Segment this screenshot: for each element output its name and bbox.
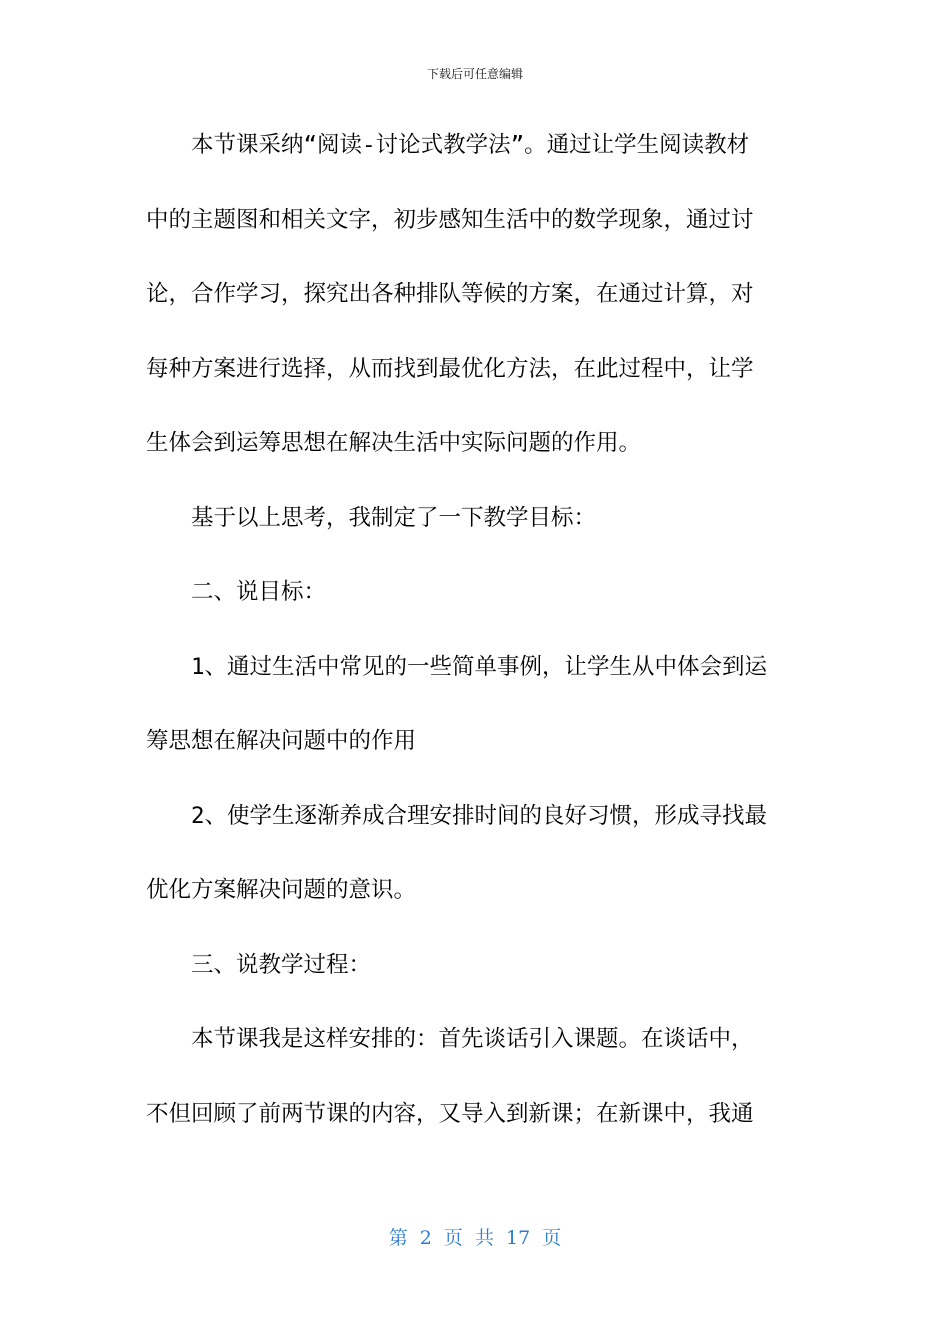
paragraph-line: 每种方案进行选择，从而找到最优化方法，在此过程中，让学: [146, 355, 754, 382]
page-number: 第 2 页 共 17 页: [388, 1227, 562, 1249]
paragraph-line: 筹思想在解决问题中的作用: [146, 728, 417, 754]
document-body: [146, 116, 806, 1159]
paragraph-line: 中的主题图和相关文字，初步感知生活中的数学现象，通过讨: [146, 206, 754, 233]
section-heading: 二、说目标：: [191, 579, 327, 605]
paragraph-line: 1、通过生活中常见的一些简单事例，让学生从中体会到运: [191, 653, 768, 680]
paragraph-line: 基于以上思考，我制定了一下教学目标：: [191, 504, 597, 531]
paragraph-line: 优化方案解决问题的意识。: [146, 877, 417, 903]
paragraph-line: 本节课我是这样安排的：首先谈话引入课题。在谈话中，: [191, 1026, 754, 1052]
paragraph-line: 本节课采纳“阅读-讨论式教学法”。通过让学生阅读教材: [191, 132, 750, 158]
paragraph-line: 2、使学生逐渐养成合理安排时间的良好习惯，形成寻找最: [191, 802, 768, 829]
paragraph-line: 不但回顾了前两节课的内容，又导入到新课；在新课中，我通: [146, 1100, 754, 1127]
paragraph-line: 生体会到运筹思想在解决生活中实际问题的作用。: [146, 430, 642, 456]
section-heading: 三、说教学过程：: [191, 951, 372, 978]
paragraph-line: 论，合作学习，探究出各种排队等候的方案，在通过计算，对: [146, 281, 754, 307]
header-note: 下载后可任意编辑: [426, 67, 523, 81]
